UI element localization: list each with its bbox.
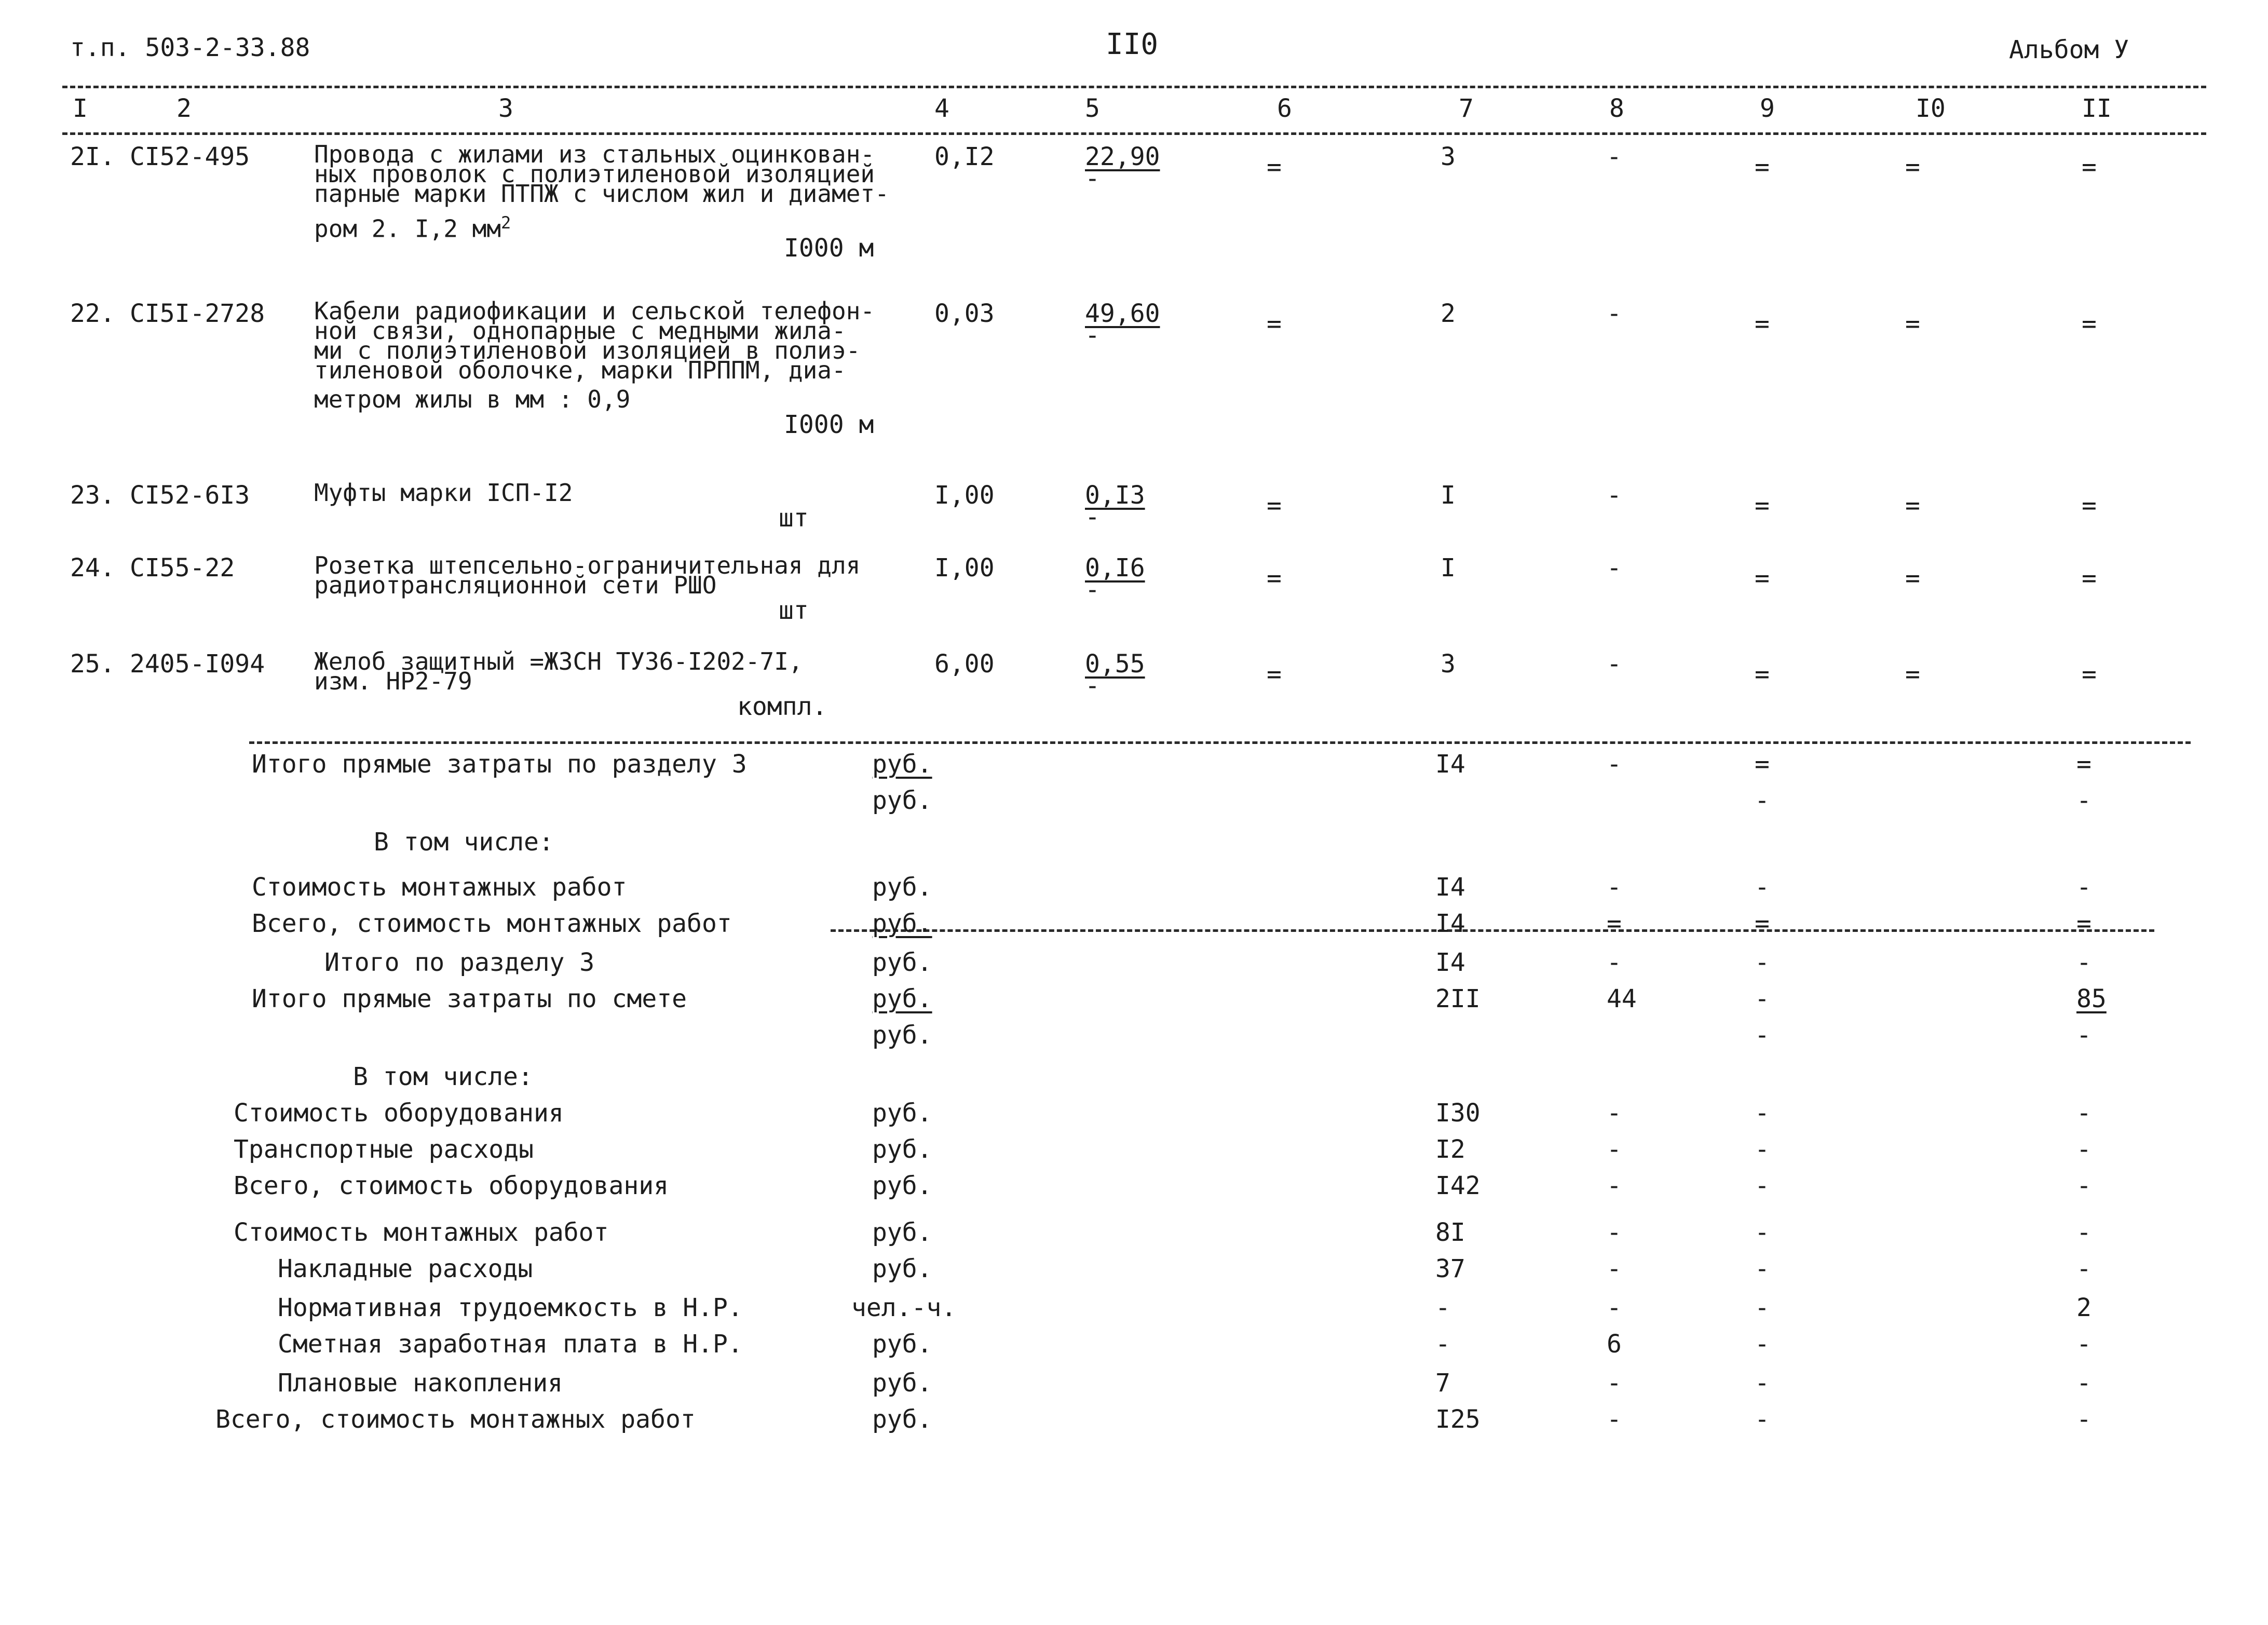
- total-col11: =: [2076, 750, 2092, 779]
- total-col11: -: [2076, 1021, 2092, 1050]
- total-unit: руб.: [872, 1171, 932, 1200]
- total-unit: чел.-ч.: [851, 1293, 957, 1322]
- total-col11: -: [2076, 786, 2092, 815]
- unit-price: 0,I6: [1085, 553, 1145, 583]
- total-label: Всего, стоимость оборудования: [234, 1171, 669, 1200]
- superscript: 2: [501, 213, 511, 233]
- col11-value: =: [2082, 491, 2097, 520]
- total-col9: -: [1755, 1135, 1770, 1164]
- column-header: 7: [1459, 94, 1474, 123]
- item-description-line: [314, 385, 631, 413]
- col6-value: =: [1267, 309, 1282, 338]
- unit-price-sub: -: [1085, 164, 1100, 193]
- item-code: CI52-495: [130, 142, 250, 171]
- item-description-line: радиотрансляционной сети РШО: [314, 571, 717, 599]
- column-header: 3: [498, 94, 513, 123]
- unit-price: 22,90: [1085, 142, 1160, 171]
- row-number: 23.: [70, 481, 115, 510]
- col10-value: =: [1905, 660, 1920, 689]
- document-code: т.п. 503-2-33.88: [70, 33, 310, 62]
- column-header: 6: [1277, 94, 1292, 123]
- totals-rule: [249, 741, 2191, 744]
- total-label: Транспортные расходы: [234, 1135, 534, 1164]
- col6-value: =: [1267, 564, 1282, 593]
- unit-price-sub: -: [1085, 671, 1100, 700]
- total-col11: -: [2076, 873, 2092, 902]
- total-unit: руб.: [872, 1369, 932, 1398]
- total-label: Накладные расходы: [278, 1254, 533, 1283]
- col8-value: -: [1607, 553, 1622, 583]
- col11-value: =: [2082, 660, 2097, 689]
- col6-value: =: [1267, 660, 1282, 689]
- column-header: 4: [934, 94, 949, 123]
- total-col9: -: [1755, 1171, 1770, 1200]
- item-description-line: ной связи, однопарные с медными жила-: [314, 317, 846, 345]
- row-number: 2I.: [70, 142, 115, 171]
- total-label: Итого прямые затраты по смете: [252, 984, 687, 1013]
- header-top-rule: [62, 86, 2206, 88]
- total-col7: I4: [1435, 909, 1465, 938]
- column-header: 5: [1085, 94, 1100, 123]
- column-header: I: [73, 94, 88, 123]
- total-label: Плановые накопления: [278, 1369, 563, 1398]
- quantity: 0,03: [934, 299, 995, 328]
- column-header: 9: [1760, 94, 1775, 123]
- item-description-line: Желоб защитный =ЖЗСН ТУ36-I202-7I,: [314, 647, 803, 675]
- total-label: Итого по разделу 3: [324, 948, 595, 977]
- col8-value: -: [1607, 299, 1622, 328]
- total-col8: 44: [1607, 984, 1637, 1013]
- col7-value: 2: [1441, 299, 1456, 328]
- total-label: В том числе:: [353, 1062, 533, 1091]
- total-unit: руб.: [872, 1099, 932, 1128]
- item-description-line: тиленовой оболочке, марки ПРППМ, диа-: [314, 356, 846, 384]
- col10-value: =: [1905, 153, 1920, 182]
- total-col9: =: [1755, 909, 1770, 938]
- total-col8: -: [1607, 1405, 1622, 1434]
- total-col7: 8I: [1435, 1218, 1465, 1247]
- column-header: 8: [1609, 94, 1624, 123]
- item-description-text: ром 2. I,2 мм: [314, 214, 501, 243]
- total-col7: I42: [1435, 1171, 1481, 1200]
- total-col9: -: [1755, 948, 1770, 977]
- item-description-text: метром жилы в мм : 0,9: [314, 385, 631, 413]
- total-col8: 6: [1607, 1330, 1622, 1359]
- total-col7: I25: [1435, 1405, 1481, 1434]
- total-col11: -: [2076, 1099, 2092, 1128]
- total-col8: -: [1607, 1254, 1622, 1283]
- row-number: 22.: [70, 299, 115, 328]
- total-col8: -: [1607, 1099, 1622, 1128]
- subtotal-rule: [831, 929, 2154, 932]
- total-col11: -: [2076, 1405, 2092, 1434]
- total-col9: =: [1755, 750, 1770, 779]
- total-col8: -: [1607, 750, 1622, 779]
- col6-value: =: [1267, 491, 1282, 520]
- total-col9: -: [1755, 873, 1770, 902]
- total-col9: -: [1755, 984, 1770, 1013]
- total-unit: руб.: [872, 1135, 932, 1164]
- total-label: Стоимость оборудования: [234, 1099, 564, 1128]
- unit-price: 0,55: [1085, 649, 1145, 679]
- col10-value: =: [1905, 564, 1920, 593]
- total-unit: руб.: [872, 1254, 932, 1283]
- quantity: 0,I2: [934, 142, 995, 171]
- total-col8: -: [1607, 1293, 1622, 1322]
- total-col11: -: [2076, 1135, 2092, 1164]
- unit-of-measure: I000 м: [784, 234, 874, 263]
- total-col9: -: [1755, 1099, 1770, 1128]
- column-header: 2: [176, 94, 192, 123]
- column-header: II: [2082, 94, 2112, 123]
- row-number: 25.: [70, 649, 115, 679]
- item-code: CI52-6I3: [130, 481, 250, 510]
- total-col9: -: [1755, 1021, 1770, 1050]
- col9-value: =: [1755, 153, 1770, 182]
- total-col11: 2: [2076, 1293, 2092, 1322]
- total-col9: -: [1755, 786, 1770, 815]
- total-label: Нормативная трудоемкость в Н.Р.: [278, 1293, 743, 1322]
- total-label: В том числе:: [374, 828, 554, 857]
- total-unit: руб.: [872, 786, 932, 815]
- total-unit: руб.: [872, 948, 932, 977]
- unit-price-sub: -: [1085, 503, 1100, 532]
- total-col9: -: [1755, 1369, 1770, 1398]
- quantity: I,00: [934, 481, 995, 510]
- total-col11: -: [2076, 1171, 2092, 1200]
- col11-value: =: [2082, 309, 2097, 338]
- col10-value: =: [1905, 491, 1920, 520]
- col7-value: 3: [1441, 142, 1456, 171]
- total-col11: -: [2076, 948, 2092, 977]
- total-col8: -: [1607, 1171, 1622, 1200]
- total-col11: -: [2076, 1330, 2092, 1359]
- total-col9: -: [1755, 1218, 1770, 1247]
- col8-value: -: [1607, 481, 1622, 510]
- item-description-line: ных проволок с полиэтиленовой изоляцией: [314, 160, 875, 188]
- total-unit: руб.: [872, 1218, 932, 1247]
- total-col8: -: [1607, 873, 1622, 902]
- page-number: II0: [1106, 28, 1159, 61]
- album-label: Альбом У: [2009, 35, 2129, 64]
- total-unit: руб.: [872, 984, 932, 1013]
- item-description-line: изм. НР2-79: [314, 667, 472, 695]
- item-description-line: ми с полиэтиленовой изоляцией в полиэ-: [314, 336, 861, 364]
- total-label: Всего, стоимость монтажных работ: [252, 909, 732, 938]
- total-col7: 37: [1435, 1254, 1465, 1283]
- total-col9: -: [1755, 1330, 1770, 1359]
- total-unit: руб.: [872, 1021, 932, 1050]
- col9-value: =: [1755, 564, 1770, 593]
- total-unit: руб.: [872, 1330, 932, 1359]
- item-code: 2405-I094: [130, 649, 265, 679]
- item-description-line: Розетка штепсельно-ограничительная для: [314, 551, 861, 579]
- total-col8: -: [1607, 1369, 1622, 1398]
- total-unit: руб.: [872, 1405, 932, 1434]
- total-col11: 85: [2076, 984, 2107, 1013]
- total-col8: -: [1607, 948, 1622, 977]
- quantity: I,00: [934, 553, 995, 583]
- total-col7: 2II: [1435, 984, 1481, 1013]
- total-col7: I4: [1435, 948, 1465, 977]
- total-col7: I4: [1435, 873, 1465, 902]
- col6-value: =: [1267, 153, 1282, 182]
- total-label: Сметная заработная плата в Н.Р.: [278, 1330, 743, 1359]
- total-label: Итого прямые затраты по разделу 3: [252, 750, 747, 779]
- total-col7: 7: [1435, 1369, 1450, 1398]
- col11-value: =: [2082, 153, 2097, 182]
- total-unit: руб.: [872, 909, 932, 938]
- row-number: 24.: [70, 553, 115, 583]
- col9-value: =: [1755, 660, 1770, 689]
- total-col7: I30: [1435, 1099, 1481, 1128]
- total-col11: -: [2076, 1218, 2092, 1247]
- unit-of-measure: I000 м: [784, 410, 874, 439]
- total-col7: -: [1435, 1293, 1450, 1322]
- unit-price: 0,I3: [1085, 481, 1145, 510]
- col9-value: =: [1755, 309, 1770, 338]
- quantity: 6,00: [934, 649, 995, 679]
- total-col7: I4: [1435, 750, 1465, 779]
- total-col9: -: [1755, 1254, 1770, 1283]
- total-col8: -: [1607, 1218, 1622, 1247]
- total-unit: руб.: [872, 750, 932, 779]
- unit-price: 49,60: [1085, 299, 1160, 328]
- unit-price-sub: -: [1085, 575, 1100, 604]
- item-description-line: Кабели радиофикации и сельской телефон-: [314, 297, 875, 325]
- item-code: CI5I-2728: [130, 299, 265, 328]
- total-col8: =: [1607, 909, 1622, 938]
- unit-of-measure: шт: [779, 504, 809, 533]
- total-col8: -: [1607, 1135, 1622, 1164]
- col7-value: 3: [1441, 649, 1456, 679]
- total-unit: руб.: [872, 873, 932, 902]
- unit-of-measure: шт: [779, 596, 809, 625]
- total-col7: I2: [1435, 1135, 1465, 1164]
- col11-value: =: [2082, 564, 2097, 593]
- col7-value: I: [1441, 481, 1456, 510]
- col8-value: -: [1607, 142, 1622, 171]
- total-col11: -: [2076, 1254, 2092, 1283]
- total-col9: -: [1755, 1405, 1770, 1434]
- total-label: Стоимость монтажных работ: [234, 1218, 609, 1247]
- col10-value: =: [1905, 309, 1920, 338]
- header-bottom-rule: [62, 132, 2206, 135]
- unit-of-measure: компл.: [737, 692, 827, 721]
- col8-value: -: [1607, 649, 1622, 679]
- col9-value: =: [1755, 491, 1770, 520]
- total-col11: -: [2076, 1369, 2092, 1398]
- total-col9: -: [1755, 1293, 1770, 1322]
- item-description-line: Провода с жилами из стальных оцинкован-: [314, 140, 875, 168]
- item-description-line: парные марки ПТПЖ с числом жил и диамет-: [314, 180, 889, 208]
- unit-price-sub: -: [1085, 321, 1100, 350]
- item-description-line: [314, 213, 511, 243]
- col7-value: I: [1441, 553, 1456, 583]
- total-label: Стоимость монтажных работ: [252, 873, 627, 902]
- total-col11: =: [2076, 909, 2092, 938]
- item-description-line: Муфты марки IСП-I2: [314, 479, 573, 507]
- column-header: I0: [1916, 94, 1946, 123]
- total-col7: -: [1435, 1330, 1450, 1359]
- item-code: CI55-22: [130, 553, 235, 583]
- total-label: Всего, стоимость монтажных работ: [215, 1405, 696, 1434]
